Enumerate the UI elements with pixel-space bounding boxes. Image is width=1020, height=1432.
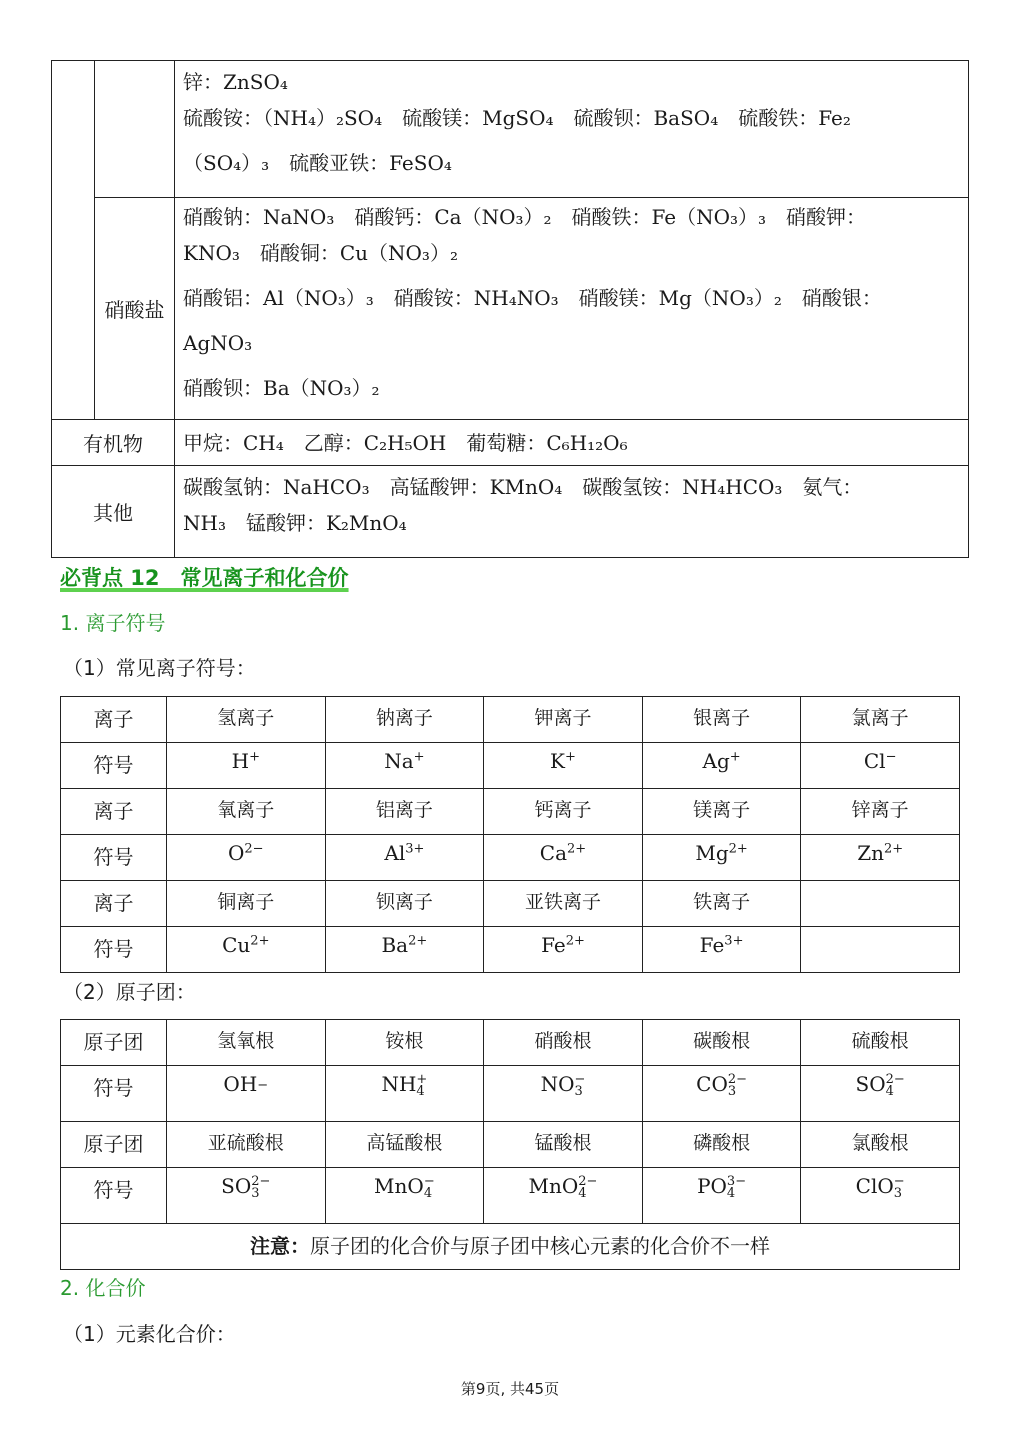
section-title: 必背点 12 常见离子和化合价: [60, 566, 349, 590]
group-name-cell: 硝酸根: [484, 1020, 643, 1066]
text-line: 硫酸铵：（NH₄）₂SO₄ 硫酸镁：MgSO₄ 硫酸钡：BaSO₄ 硫酸铁：Fe₂: [183, 106, 851, 130]
ion-charge: 2−: [244, 841, 264, 857]
row-label-group: 原子团: [61, 1020, 167, 1066]
ion-symbol-cell: [484, 927, 643, 973]
group-name-cell: 铵根: [325, 1020, 484, 1066]
row-label-symbol: 符号: [61, 835, 167, 881]
ion-symbol-base: Al: [384, 841, 406, 865]
ion-symbol-base: Cl: [863, 749, 886, 773]
ion-charge: −: [885, 749, 897, 765]
ion-name-cell: 锌离子: [801, 789, 960, 835]
ion-table: [60, 696, 960, 973]
ion-symbol-cell: [167, 927, 326, 973]
salts-table: [51, 60, 969, 558]
group-symbol-base: SO: [855, 1072, 886, 1096]
group-charge: +: [416, 1071, 428, 1087]
group-charge-stack: [257, 1077, 269, 1093]
ion-symbol-cell: [167, 835, 326, 881]
ion-name-cell: 氧离子: [167, 789, 326, 835]
ion-charge: +: [249, 749, 260, 765]
ion-name-row: [61, 697, 960, 743]
group-symbol-cell: [642, 1168, 801, 1224]
ion-name-cell: 钾离子: [484, 697, 643, 743]
group-subscript: 3: [727, 1083, 737, 1099]
row-label-ion: 离子: [61, 697, 167, 743]
group-charge-stack: [423, 1173, 435, 1201]
group-symbol-cell: [167, 1066, 326, 1122]
group-charge: −: [574, 1071, 586, 1087]
ion-symbol-cell: [801, 927, 960, 973]
row-label-symbol: 符号: [61, 743, 167, 789]
ion-symbol-cell: [642, 927, 801, 973]
atom-group-table: [60, 1019, 960, 1270]
ion-symbol-base: H: [231, 749, 250, 773]
subsection-valence: 2. 化合价: [60, 1276, 146, 1300]
note-text: 原子团的化合价与原子团中核心元素的化合价不一样: [310, 1234, 770, 1258]
ion-name-cell: 银离子: [642, 697, 801, 743]
group-name-cell: 硫酸根: [801, 1020, 960, 1066]
ion-name-cell: [801, 881, 960, 927]
ion-symbol-base: Cu: [222, 933, 251, 957]
group-symbol-cell: [325, 1066, 484, 1122]
group-symbol-base: ClO: [855, 1174, 894, 1198]
ion-name-cell: 氯离子: [801, 697, 960, 743]
subsection-ion-symbols: 1. 离子符号: [60, 611, 166, 635]
note-cell: [61, 1224, 960, 1270]
ion-name-cell: 亚铁离子: [484, 881, 643, 927]
ion-symbol-base: Fe: [541, 933, 566, 957]
ion-symbol-cell: [325, 743, 484, 789]
group-symbol-base: OH: [223, 1072, 258, 1096]
group-charge: 2−: [885, 1071, 905, 1087]
text-line: 锌：ZnSO₄: [183, 70, 288, 94]
group-name-cell: 氢氧根: [167, 1020, 326, 1066]
ion-symbol-row: [61, 743, 960, 789]
group-symbol-cell: [642, 1066, 801, 1122]
group-charge: −: [257, 1077, 269, 1093]
group-symbol-base: CO: [696, 1072, 728, 1096]
group-name-cell: 氯酸根: [801, 1122, 960, 1168]
group-subscript: 3: [251, 1185, 260, 1201]
group-charge: −: [893, 1173, 905, 1189]
row-label-symbol: 符号: [61, 1066, 167, 1122]
group-subscript: 3: [574, 1083, 583, 1099]
group-symbol-cell: [801, 1168, 960, 1224]
group-charge: 2−: [578, 1173, 598, 1189]
ion-name-row: [61, 881, 960, 927]
ion-symbol-base: Ag: [702, 749, 730, 773]
ion-name-cell: 钡离子: [325, 881, 484, 927]
row-label-symbol: 符号: [61, 1168, 167, 1224]
ion-name-cell: 钙离子: [484, 789, 643, 835]
ion-name-cell: 铜离子: [167, 881, 326, 927]
text-line: 硝酸钡：Ba（NO₃）₂: [183, 375, 380, 400]
text-line: 硝酸铝：Al（NO₃）₃ 硝酸铵：NH₄NO₃ 硝酸镁：Mg（NO₃）₂ 硝酸银：: [183, 285, 882, 310]
text-line: （SO₄）₃ 硫酸亚铁：FeSO₄: [183, 151, 452, 175]
group-name-cell: 高锰酸根: [325, 1122, 484, 1168]
ion-charge: 2+: [728, 841, 748, 857]
text-line: NH₃ 锰酸钾：K₂MnO₄: [183, 511, 407, 535]
ion-symbol-base: O: [228, 841, 245, 865]
ion-symbol-base: Mg: [695, 841, 729, 865]
group-charge: −: [423, 1173, 435, 1189]
organic-text: 甲烷：CH₄ 乙醇：C₂H₅OH 葡萄糖：C₆H₁₂O₆: [175, 420, 969, 466]
text-line: AgNO₃: [183, 330, 253, 355]
ion-charge: +: [413, 749, 425, 765]
group-charge: 2−: [251, 1173, 271, 1189]
ion-name-cell: 氢离子: [167, 697, 326, 743]
group-name-cell: 碳酸根: [642, 1020, 801, 1066]
group-name-row: [61, 1122, 960, 1168]
row-label-ion: 离子: [61, 881, 167, 927]
group-subscript: 4: [578, 1185, 587, 1201]
ion-name-cell: 铝离子: [325, 789, 484, 835]
ion-symbol-cell: [801, 743, 960, 789]
group-charge-stack: [893, 1173, 905, 1201]
ion-charge: 2+: [250, 933, 270, 949]
group-symbol-cell: [167, 1168, 326, 1224]
other-category-label: 其他: [52, 466, 175, 558]
ion-symbol-row: [61, 927, 960, 973]
group-charge-stack: [251, 1173, 271, 1201]
ion-name-cell: 钠离子: [325, 697, 484, 743]
paragraph-atom-groups: （2）原子团：: [63, 980, 196, 1004]
ion-symbol-cell: [167, 743, 326, 789]
group-charge-stack: [574, 1071, 586, 1099]
group-name-cell: 亚硫酸根: [167, 1122, 326, 1168]
ion-charge: 2+: [565, 933, 585, 949]
ion-name-cell: 镁离子: [642, 789, 801, 835]
row-label-group: 原子团: [61, 1122, 167, 1168]
group-symbol-base: NH: [381, 1072, 417, 1096]
group-charge-stack: [885, 1071, 905, 1099]
group-symbol-cell: [484, 1066, 643, 1122]
ion-charge: 2+: [883, 841, 904, 857]
organic-category-label: 有机物: [52, 420, 175, 466]
ion-name-cell: 铁离子: [642, 881, 801, 927]
group-charge-stack: [726, 1173, 747, 1201]
text-line: 硝酸钠：NaNO₃ 硝酸钙：Ca（NO₃）₂ 硝酸铁：Fe（NO₃）₃ 硝酸钾：: [183, 204, 867, 229]
group-charge: 2−: [727, 1071, 748, 1087]
group-symbol-base: NO: [540, 1072, 575, 1096]
sulfate-lines: [175, 61, 969, 198]
paragraph-common-ions: （1）常见离子符号：: [63, 656, 256, 680]
ion-symbol-cell: [484, 743, 643, 789]
group-symbol-cell: [325, 1168, 484, 1224]
paragraph-element-valence: （1）元素化合价：: [63, 1322, 236, 1346]
sulfate-category-cell: [95, 61, 175, 198]
ion-symbol-cell: [484, 835, 643, 881]
salts-left-rail: [52, 61, 95, 420]
ion-symbol-base: Ca: [539, 841, 568, 865]
group-name-row: [61, 1020, 960, 1066]
text-line: KNO₃ 硝酸铜：Cu（NO₃）₂: [183, 240, 458, 265]
ion-symbol-cell: [642, 743, 801, 789]
group-name-cell: 锰酸根: [484, 1122, 643, 1168]
ion-symbol-base: Na: [384, 749, 414, 773]
ion-symbol-base: Ba: [381, 933, 409, 957]
other-lines: [175, 466, 969, 558]
group-charge-stack: [727, 1071, 748, 1099]
row-label-symbol: 符号: [61, 927, 167, 973]
group-subscript: 4: [416, 1083, 425, 1099]
ion-name-row: [61, 789, 960, 835]
ion-symbol-base: Fe: [699, 933, 725, 957]
ion-symbol-cell: [325, 835, 484, 881]
group-charge-stack: [578, 1173, 598, 1201]
text-line: 碳酸氢钠：NaHCO₃ 高锰酸钾：KMnO₄ 碳酸氢铵：NH₄HCO₃ 氨气：: [183, 475, 863, 499]
group-charge-stack: [416, 1071, 428, 1099]
ion-charge: +: [729, 749, 741, 765]
group-subscript: 4: [885, 1083, 894, 1099]
group-symbol-row: [61, 1168, 960, 1224]
nitrate-lines: [175, 198, 969, 420]
ion-charge: 3+: [724, 933, 744, 949]
ion-charge: +: [565, 749, 576, 765]
ion-charge: 2+: [408, 933, 428, 949]
group-symbol-base: MnO: [528, 1174, 579, 1198]
row-label-ion: 离子: [61, 789, 167, 835]
group-symbol-cell: [801, 1066, 960, 1122]
nitrate-category-label: 硝酸盐: [95, 198, 175, 420]
group-symbol-base: SO: [221, 1174, 252, 1198]
note-label: 注意：: [250, 1234, 310, 1258]
group-symbol-row: [61, 1066, 960, 1122]
note-row: [61, 1224, 960, 1270]
group-subscript: 3: [893, 1185, 903, 1201]
group-symbol-cell: [484, 1168, 643, 1224]
ion-symbol-base: Zn: [857, 841, 884, 865]
group-subscript: 4: [423, 1185, 433, 1201]
ion-symbol-row: [61, 835, 960, 881]
group-symbol-base: MnO: [374, 1174, 424, 1198]
ion-symbol-base: K: [550, 749, 565, 773]
group-subscript: 4: [726, 1185, 736, 1201]
page-indicator: 第9页, 共45页: [460, 1380, 560, 1398]
group-charge: 3−: [726, 1173, 747, 1189]
ion-symbol-cell: [325, 927, 484, 973]
ion-symbol-cell: [801, 835, 960, 881]
ion-charge: 3+: [405, 841, 425, 857]
ion-charge: 2+: [567, 841, 587, 857]
group-name-cell: 磷酸根: [642, 1122, 801, 1168]
group-symbol-base: PO: [697, 1174, 727, 1198]
ion-symbol-cell: [642, 835, 801, 881]
